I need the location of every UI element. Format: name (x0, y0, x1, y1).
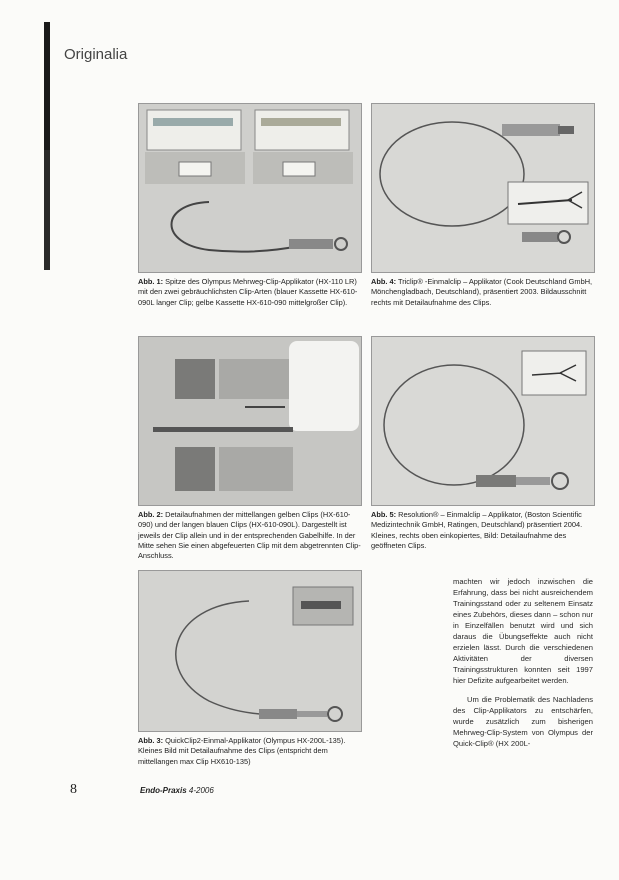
applicator-with-clip-boxes-illustration (139, 104, 361, 272)
caption-label: Abb. 4: (371, 277, 397, 286)
caption-text: QuickClip2-Einmal-Applikator (Olympus HX-200L-135). Kleines Bild mit Detailaufnahme des Clips (entspricht dem mittellangen max Clip HX610-135) (138, 736, 346, 766)
page-number: 8 (70, 782, 77, 797)
caption-label: Abb. 1: (138, 277, 164, 286)
quickclip-applicator-illustration (139, 571, 361, 731)
figure-4-photo (371, 103, 595, 273)
body-paragraph-2: Um die Problematik des Nachladens des Clip-Applikators zu entschärfen, wurde zusätzlich zum bisherigen Mehrweg-Clip-System von Olympus der Quick-Clip® (HX 200L- (453, 695, 593, 748)
caption-label: Abb. 2: (138, 510, 164, 519)
figure-5-caption (371, 510, 595, 551)
figure-5-photo (371, 336, 595, 506)
body-text-column (453, 576, 593, 757)
figure-4-caption (371, 277, 595, 308)
figure-1-photo (138, 103, 362, 273)
figure-3-photo (138, 570, 362, 732)
caption-label: Abb. 5: (371, 510, 397, 519)
figure-2-caption (138, 510, 362, 561)
triclip-applicator-illustration (372, 104, 594, 272)
clip-detail-illustration (139, 337, 361, 505)
caption-text: Resolution® – Einmalclip – Applikator, (Boston Scientific Medizintechnik GmbH, Ratingen, Deutschland) präsentiert 2004. Kleines, rechts oben einkopiertes, Bild: Detailaufnahme des geöffneten Clips. (371, 510, 583, 550)
margin-bar-lower (44, 150, 50, 270)
body-paragraph-1: machten wir jedoch inzwischen die Erfahrung, dass bei nicht ausreichendem Trainingsstand oder zu seltenem Einsatz eines Zubehörs, dieses dann – schon nur in Einzelfällen benutzt wird und sich daraus die Übungseffekte auch nicht erzielen lässt. Durch die verschiedenen Aktivitäten der diversen Trainingsstrukturen konnten seit 1997 hier Defizite aufgearbeitet werden. (453, 577, 593, 685)
resolution-applicator-illustration (372, 337, 594, 505)
figure-2-photo (138, 336, 362, 506)
journal-footer (140, 786, 214, 795)
caption-text: Triclip® -Einmalclip – Applikator (Cook Deutschland GmbH, Mönchengladbach, Deutschland), präsentiert 2003. Bildausschnitt rechts mit Detailaufnahme des Clips. (371, 277, 593, 307)
section-title: Originalia (64, 46, 128, 63)
journal-name: Endo-Praxis (140, 786, 187, 795)
caption-text: Detailaufnahmen der mittellangen gelben Clips (HX-610-090) und der langen blauen Clips (HX-610-090L). Dargestellt ist jeweils der Clip allein und in der entsprechenden Gabelhilfe. In der Mitte sehen Sie einen abgefeuerten Clip mit dem abgetrennten Clip-Anschluss. (138, 510, 361, 561)
journal-issue: 4-2006 (188, 786, 214, 795)
figure-3-caption (138, 736, 362, 767)
caption-text: Spitze des Olympus Mehrweg-Clip-Applikator (HX-110 LR) mit den zwei gebräuchlichsten Clip-Arten (blauer Kassette HX-610-090L langer Clip; gelbe Kassette HX-610-090 mittelgroßer Clip). (138, 277, 358, 307)
figure-1-caption (138, 277, 360, 308)
caption-label: Abb. 3: (138, 736, 164, 745)
